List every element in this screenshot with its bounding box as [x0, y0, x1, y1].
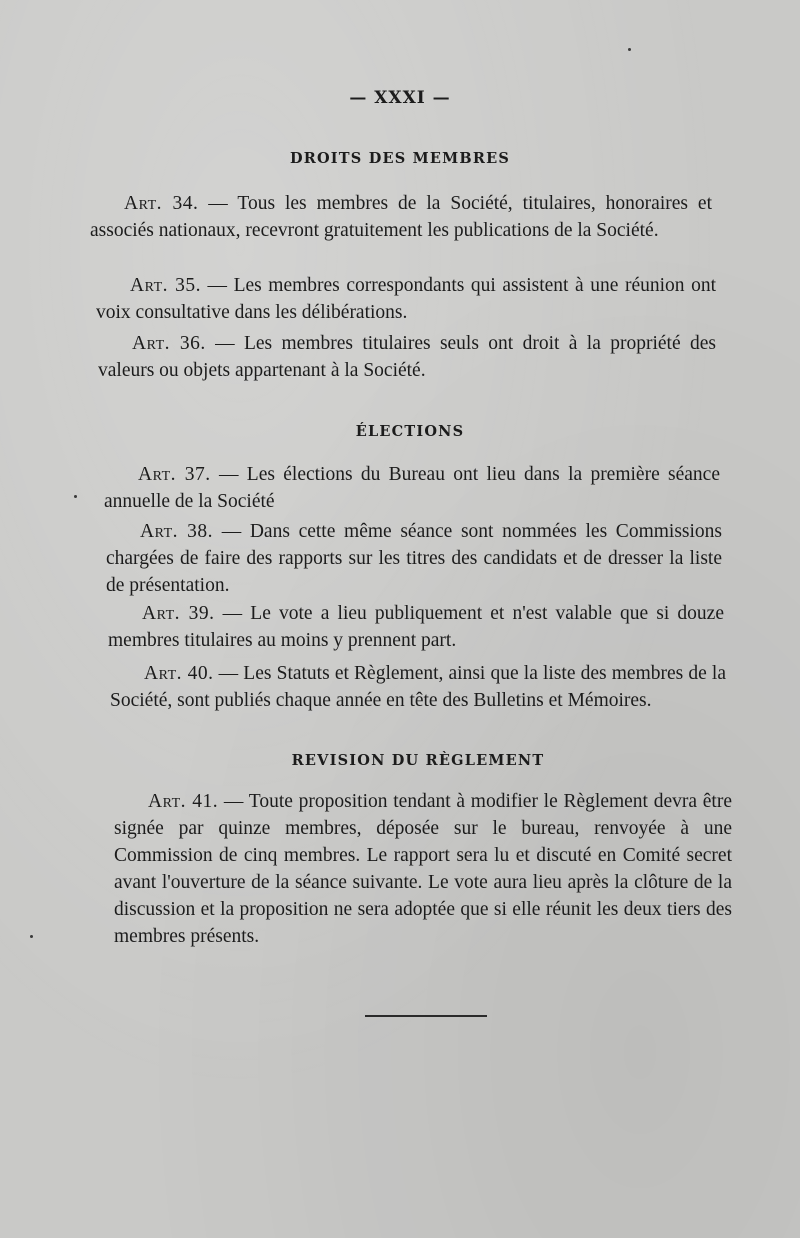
- article-37: [104, 461, 720, 515]
- article-35: [96, 272, 716, 326]
- article-label: Art. 40.: [144, 663, 214, 684]
- article-label: Art. 39.: [142, 603, 215, 624]
- article-label: Art. 41.: [148, 791, 219, 812]
- article-text: — Le vote a lieu publiquement et n'est valable que si douze membres titulaires au moins y prennent part.: [108, 603, 724, 651]
- article-36: [98, 330, 716, 384]
- article-39: [108, 600, 724, 654]
- article-label: Art. 38.: [140, 521, 214, 542]
- article-41: [114, 788, 732, 950]
- article-text: — Tous les membres de la Société, titulaires, honoraires et associés nationaux, recevront gratuitement les publications de la Société.: [90, 193, 713, 241]
- paper-speck: [74, 495, 77, 498]
- article-label: Art. 35.: [130, 275, 201, 296]
- article-34: [90, 190, 712, 244]
- section-heading-droits-des-membres: DROITS DES MEMBRES: [289, 150, 511, 167]
- article-text: — Toute proposition tendant à modifier le Règlement devra être signée par quinze membres, déposée sur le bureau, renvoyée à une Commission de cinq membres. Le rapport sera lu et discuté en Comité secret avant l'ouverture de la séance suivante. Le vote aura lieu après la clôture de la discussion et la proposition ne sera adoptée que si elle réunit les deux tiers des membres présents.: [114, 791, 733, 947]
- article-text: — Les membres correspondants qui assistent à une réunion ont voix consultative dans les délibérations.: [96, 275, 716, 323]
- end-rule: [365, 1015, 487, 1017]
- article-label: Art. 37.: [138, 464, 211, 485]
- article-text: — Les élections du Bureau ont lieu dans la première séance annuelle de la Société: [104, 464, 720, 512]
- paper-speck: [628, 48, 631, 51]
- article-label: Art. 36.: [132, 333, 206, 354]
- article-text: — Les Statuts et Règlement, ainsi que la liste des membres de la Société, sont publiés chaque année en tête des Bulletins et Mémoires.: [110, 663, 726, 711]
- section-heading-elections: ÉLECTIONS: [355, 423, 465, 440]
- article-40: [110, 660, 726, 714]
- article-text: — Dans cette même séance sont nommées les Commissions chargées de faire des rapports sur les titres des candidats et de dresser la liste de présentation.: [106, 521, 723, 596]
- page-folio: — XXXI —: [349, 88, 451, 108]
- paper-speck: [30, 935, 33, 938]
- article-38: [106, 518, 722, 599]
- section-heading-revision-du-reglement: REVISION DU RÈGLEMENT: [291, 752, 545, 769]
- article-text: — Les membres titulaires seuls ont droit à la propriété des valeurs ou objets appartenant à la Société.: [98, 333, 716, 381]
- article-label: Art. 34.: [124, 193, 199, 214]
